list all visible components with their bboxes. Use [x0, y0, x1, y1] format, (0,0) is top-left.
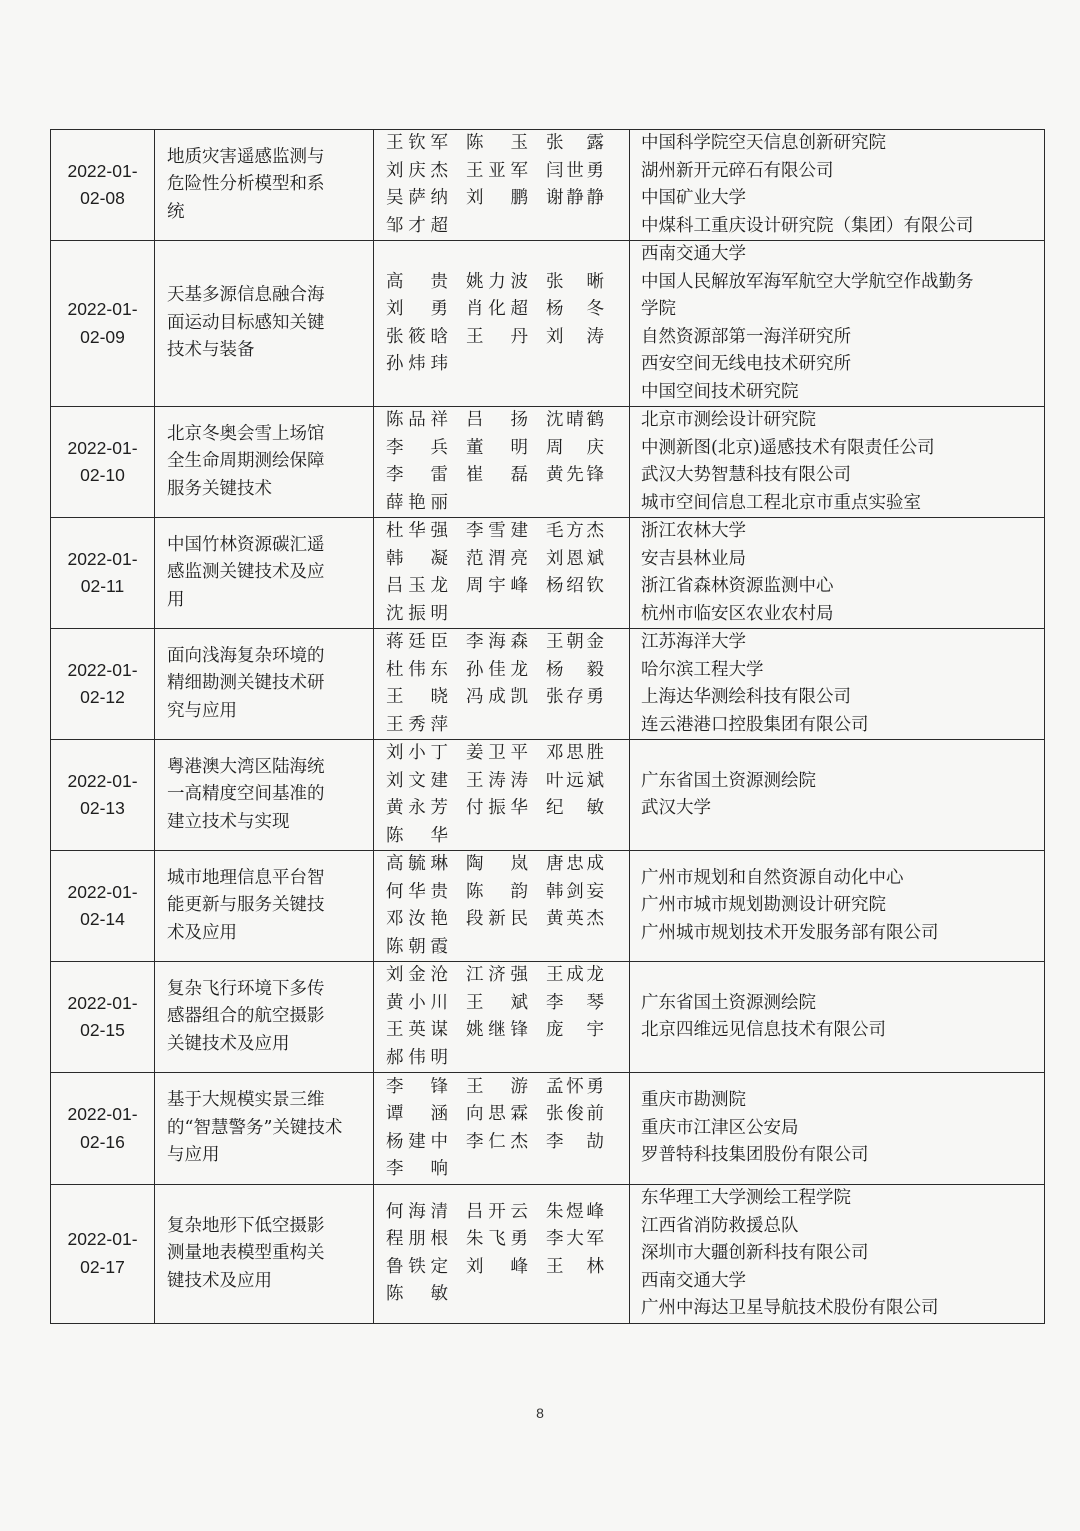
contributor-name: 王涛涛 — [466, 770, 528, 791]
project-title-cell — [155, 407, 374, 518]
award-id-text: 02-15 — [80, 1020, 125, 1040]
contributor-name: 王钦军 — [386, 133, 448, 153]
organizations-cell — [630, 740, 1045, 851]
organization-name: 上海达华测绘科技有限公司 — [641, 687, 851, 707]
organization-name: 广东省国土资源测绘院 — [641, 770, 816, 791]
organization-name: 江苏海洋大学 — [641, 632, 746, 652]
contributor-name: 刘金沧 — [386, 965, 448, 985]
contributor-name: 崔 磊 — [466, 465, 528, 485]
project-title-line: 北京冬奥会雪上场馆 — [167, 423, 325, 444]
contributors-cell — [374, 629, 630, 740]
organization-name: 西南交通大学 — [641, 244, 746, 264]
contributor-name: 杜华强 — [386, 521, 448, 541]
contributor-name: 黄英杰 — [546, 909, 604, 929]
contributor-name: 刘文建 — [386, 770, 448, 791]
contributor-name: 何华贵 — [386, 881, 448, 902]
contributor-name: 谢静静 — [546, 188, 604, 208]
award-id-text: 2022-01- — [67, 659, 138, 680]
award-id-text: 02-10 — [80, 465, 125, 485]
project-title-cell — [155, 629, 374, 740]
organization-name: 浙江省森林资源监测中心 — [641, 576, 834, 596]
contributor-name: 张存勇 — [546, 687, 604, 707]
award-id-text: 2022-01- — [67, 770, 138, 791]
contributors-cell — [374, 518, 630, 629]
project-title-line: 究与应用 — [167, 700, 237, 721]
project-title-cell — [155, 518, 374, 629]
contributors-grid — [386, 629, 623, 739]
organization-name: 深圳市大疆创新科技有限公司 — [641, 1243, 869, 1263]
project-title-line: 粤港澳大湾区陆海统 — [167, 756, 325, 777]
project-title-line: 技术与装备 — [167, 340, 255, 361]
contributor-name: 邓汝艳 — [386, 909, 448, 929]
organization-name: 西南交通大学 — [641, 1270, 746, 1291]
contributor-name: 刘 峰 — [466, 1256, 528, 1277]
contributors-cell — [374, 407, 630, 518]
contributor-name: 李 琴 — [546, 992, 604, 1013]
project-title-cell — [155, 130, 374, 241]
project-title-line: 地质灾害遥感监测与 — [167, 146, 325, 167]
award-id-text: 02-11 — [80, 576, 125, 596]
award-id-text: 2022-01- — [67, 1229, 138, 1250]
contributor-name: 肖化超 — [466, 299, 528, 319]
project-title-cell — [155, 851, 374, 962]
contributor-name: 王 斌 — [466, 992, 528, 1013]
organization-name: 广州城市规划技术开发服务部有限公司 — [641, 922, 939, 943]
contributor-name: 刘 涛 — [546, 326, 604, 347]
award-id-cell — [51, 962, 155, 1073]
table-row — [51, 740, 1045, 851]
contributor-name: 朱飞勇 — [466, 1229, 528, 1250]
project-title-line: 能更新与服务关键技 — [167, 895, 325, 916]
contributor-name: 陈 华 — [386, 825, 448, 846]
project-title-cell — [155, 241, 374, 407]
contributor-name: 李 雷 — [386, 465, 448, 485]
organization-name: 安吉县林业局 — [641, 548, 746, 569]
contributor-name: 黄小川 — [386, 992, 448, 1013]
contributor-name: 陈敏 — [386, 1284, 448, 1305]
award-id-text: 2022-01- — [67, 299, 138, 319]
organization-name: 中国科学院空天信息创新研究院 — [641, 133, 886, 153]
contributor-name: 李 劼 — [546, 1131, 604, 1152]
contributor-name: 王 晓 — [386, 687, 448, 707]
contributor-name: 杜伟东 — [386, 659, 448, 680]
project-title-line: 中国竹林资源碳汇遥 — [167, 534, 325, 555]
project-title-line: 关键技术及应用 — [167, 1033, 290, 1054]
project-title-cell — [155, 1073, 374, 1185]
contributor-name: 谭 涵 — [386, 1104, 448, 1124]
contributor-name: 高毓琳 — [386, 854, 448, 874]
organization-name: 中国空间技术研究院 — [641, 381, 799, 402]
contributor-name: 吕开云 — [466, 1201, 528, 1222]
contributors-cell — [374, 740, 630, 851]
contributor-name: 张筱晗 — [386, 326, 448, 347]
award-id-text: 2022-01- — [67, 160, 138, 181]
contributor-name: 段新民 — [466, 909, 528, 929]
contributor-name: 韩剑妄 — [546, 881, 604, 902]
contributors-cell — [374, 241, 630, 407]
organization-name: 罗普特科技集团股份有限公司 — [641, 1145, 869, 1166]
project-title-line: 复杂飞行环境下多传 — [167, 978, 325, 999]
contributor-name: 李海森 — [466, 632, 528, 652]
organization-name: 中国矿业大学 — [641, 188, 746, 208]
project-title-cell — [155, 962, 374, 1073]
award-id-text: 02-17 — [80, 1256, 125, 1277]
organization-name: 北京四维远见信息技术有限公司 — [641, 1020, 886, 1040]
organization-name: 中国人民解放军海军航空大学航空作战勤务 — [641, 271, 974, 292]
contributor-name: 孟怀勇 — [546, 1076, 604, 1097]
table-row — [51, 851, 1045, 962]
organizations-cell — [630, 1073, 1045, 1185]
project-title-line: 面向浅海复杂环境的 — [167, 645, 325, 666]
award-id-cell — [51, 1185, 155, 1324]
table-row — [51, 629, 1045, 740]
table-row — [51, 1185, 1045, 1324]
contributor-name: 刘 勇 — [386, 299, 448, 319]
contributor-name: 王亚军 — [466, 160, 528, 181]
contributors-grid — [386, 740, 623, 850]
project-title-line: 基于大规模实景三维 — [167, 1090, 325, 1111]
organizations-cell — [630, 851, 1045, 962]
award-id-cell — [51, 629, 155, 740]
contributor-name: 杨 毅 — [546, 659, 604, 680]
contributor-name: 吴萨纳 — [386, 188, 448, 208]
organization-name: 广东省国土资源测绘院 — [641, 992, 816, 1013]
contributor-name: 向思霖 — [466, 1104, 528, 1124]
contributors-grid — [386, 851, 623, 961]
organizations-cell — [630, 629, 1045, 740]
contributor-name: 黄永芳 — [386, 798, 448, 818]
organization-name: 江西省消防救援总队 — [641, 1215, 799, 1236]
project-title-line: 统 — [167, 201, 185, 222]
award-id-cell — [51, 518, 155, 629]
award-id-cell — [51, 130, 155, 241]
contributors-grid — [386, 269, 623, 379]
organizations-cell — [630, 407, 1045, 518]
contributor-name: 李 响 — [386, 1159, 448, 1179]
organization-name: 城市空间信息工程北京市重点实验室 — [641, 492, 921, 513]
contributors-cell — [374, 851, 630, 962]
organizations-cell — [630, 130, 1045, 241]
project-title-line: 术及应用 — [167, 922, 237, 943]
award-id-text: 2022-01- — [67, 548, 138, 569]
organization-name: 西安空间无线电技术研究所 — [641, 354, 851, 374]
table-row — [51, 241, 1045, 407]
contributor-name: 张 晰 — [546, 271, 604, 292]
organization-name: 哈尔滨工程大学 — [641, 659, 764, 680]
contributor-name: 沈振明 — [386, 603, 448, 624]
contributor-name: 张 露 — [546, 133, 604, 153]
contributor-name: 周 庆 — [546, 437, 604, 458]
contributor-name: 周宇峰 — [466, 576, 528, 596]
organization-name: 广州市规划和自然资源自动化中心 — [641, 867, 904, 888]
organization-name: 中煤科工重庆设计研究院（集团）有限公司 — [641, 215, 974, 236]
award-id-text: 02-08 — [80, 188, 125, 208]
contributor-name: 王朝金 — [546, 632, 604, 652]
contributor-name: 叶远斌 — [546, 770, 604, 791]
contributor-name: 李大军 — [546, 1229, 604, 1250]
organization-name: 自然资源部第一海洋研究所 — [641, 326, 851, 347]
contributor-name: 朱煜峰 — [546, 1201, 604, 1222]
project-title-line: 键技术及应用 — [167, 1270, 272, 1291]
contributor-name: 孙佳龙 — [466, 659, 528, 680]
contributor-name: 陈 玉 — [466, 133, 528, 153]
project-title-line: 危险性分析模型和系 — [167, 174, 325, 195]
organization-name: 东华理工大学测绘工程学院 — [641, 1188, 851, 1208]
organizations-cell — [630, 518, 1045, 629]
table-row — [51, 962, 1045, 1073]
contributors-grid — [386, 1074, 623, 1184]
project-title-line: 城市地理信息平台智 — [167, 867, 325, 888]
contributor-name: 刘庆杰 — [386, 160, 448, 181]
contributors-grid — [386, 130, 623, 240]
project-title-cell — [155, 740, 374, 851]
organization-name: 学院 — [641, 299, 676, 319]
page-number: 8 — [536, 1405, 544, 1421]
contributor-name: 纪 敏 — [546, 798, 604, 818]
contributor-name: 杨建中 — [386, 1131, 448, 1152]
contributor-name: 吕 扬 — [466, 410, 528, 430]
organizations-cell — [630, 241, 1045, 407]
contributor-name: 孙炜玮 — [386, 354, 448, 374]
organization-name: 浙江农林大学 — [641, 521, 746, 541]
table-row — [51, 407, 1045, 518]
contributor-name: 刘小丁 — [386, 743, 448, 763]
contributor-name: 冯成凯 — [466, 687, 528, 707]
contributors-cell — [374, 1073, 630, 1185]
contributor-name: 唐忠成 — [546, 854, 604, 874]
contributor-name: 庞 宇 — [546, 1020, 604, 1040]
contributor-name: 王秀萍 — [386, 714, 448, 735]
award-id-cell — [51, 740, 155, 851]
contributor-name: 李 兵 — [386, 437, 448, 458]
organization-name: 广州中海达卫星导航技术股份有限公司 — [641, 1298, 939, 1318]
contributor-name: 邹才超 — [386, 215, 448, 236]
contributors-grid — [386, 962, 623, 1072]
contributor-name: 毛方杰 — [546, 521, 604, 541]
contributor-name: 姜卫平 — [466, 743, 528, 763]
organization-name: 中测新图(北京)遥感技术有限责任公司 — [641, 437, 935, 458]
organization-name: 湖州新开元碎石有限公司 — [641, 160, 834, 181]
project-title-line: 一高精度空间基准的 — [167, 784, 325, 805]
contributor-name: 吕玉龙 — [386, 576, 448, 596]
award-id-text: 02-12 — [80, 687, 125, 707]
contributor-name: 刘 鹏 — [466, 188, 528, 208]
organization-name: 连云港港口控股集团有限公司 — [641, 714, 869, 735]
award-id-text: 02-13 — [80, 798, 125, 818]
contributor-name: 陈 韵 — [466, 881, 528, 902]
contributor-name: 付振华 — [466, 798, 528, 818]
contributor-name: 蒋廷臣 — [386, 632, 448, 652]
organizations-cell — [630, 962, 1045, 1073]
contributors-cell — [374, 962, 630, 1073]
contributor-name: 王 丹 — [466, 326, 528, 347]
contributor-name: 王成龙 — [546, 965, 604, 985]
project-title-line: 感器组合的航空摄影 — [167, 1006, 325, 1027]
contributor-name: 黄先锋 — [546, 465, 604, 485]
table-row — [51, 518, 1045, 629]
contributor-name: 李仁杰 — [466, 1131, 528, 1152]
organization-name: 重庆市江津区公安局 — [641, 1117, 799, 1138]
table-row — [51, 1073, 1045, 1185]
award-id-cell — [51, 407, 155, 518]
contributor-name: 闫世勇 — [546, 160, 604, 181]
award-id-cell — [51, 241, 155, 407]
organization-name: 武汉大学 — [641, 798, 711, 818]
contributor-name: 邓思胜 — [546, 743, 604, 763]
awards-table-body — [51, 130, 1045, 1324]
award-id-text: 2022-01- — [67, 881, 138, 902]
project-title-line: 天基多源信息融合海 — [167, 285, 325, 306]
award-id-text: 02-09 — [80, 326, 125, 347]
contributors-cell — [374, 130, 630, 241]
contributor-name: 董 明 — [466, 437, 528, 458]
contributor-name: 韩 凝 — [386, 548, 448, 569]
project-title-line: 测量地表模型重构关 — [167, 1243, 325, 1263]
contributor-name: 李 锋 — [386, 1076, 448, 1097]
contributor-name: 何海清 — [386, 1201, 448, 1222]
organization-name: 武汉大势智慧科技有限公司 — [641, 465, 851, 485]
contributor-name: 薛艳丽 — [386, 492, 448, 513]
project-title-line: 用 — [167, 589, 185, 610]
project-title-line: 精细勘测关键技术研 — [167, 673, 325, 694]
organization-name: 北京市测绘设计研究院 — [641, 410, 816, 430]
project-title-line: 面运动目标感知关键 — [167, 312, 325, 333]
project-title-line: 建立技术与实现 — [167, 811, 290, 832]
contributor-name: 范渭亮 — [466, 548, 528, 569]
contributor-name: 高 贵 — [386, 271, 448, 292]
contributor-name: 陈朝霞 — [386, 936, 448, 957]
contributor-name: 杨 冬 — [546, 299, 604, 319]
project-title-line: 的“智慧警务”关键技术 — [167, 1117, 343, 1138]
project-title-line: 与应用 — [167, 1145, 220, 1166]
contributor-name: 程朋根 — [386, 1229, 448, 1250]
contributor-name: 姚继锋 — [466, 1020, 528, 1040]
contributor-name: 刘恩斌 — [546, 548, 604, 569]
contributors-grid — [386, 407, 623, 517]
award-id-text: 02-16 — [80, 1131, 125, 1152]
organization-name: 重庆市勘测院 — [641, 1090, 746, 1111]
award-id-text: 2022-01- — [67, 992, 138, 1013]
project-title-line: 服务关键技术 — [167, 478, 272, 499]
awards-table — [50, 129, 1045, 1324]
contributors-grid — [386, 1199, 623, 1309]
table-row — [51, 130, 1045, 241]
organizations-cell — [630, 1185, 1045, 1324]
contributor-name: 江济强 — [466, 965, 528, 985]
project-title-line: 全生命周期测绘保障 — [167, 451, 325, 472]
contributor-name: 王英谋 — [386, 1020, 448, 1040]
award-id-text: 2022-01- — [67, 1104, 138, 1124]
organization-name: 杭州市临安区农业农村局 — [641, 603, 834, 624]
contributor-name: 郝伟明 — [386, 1047, 448, 1068]
contributor-name: 陈品祥 — [386, 410, 448, 430]
contributor-name: 鲁铁定 — [386, 1256, 448, 1277]
contributor-name: 王 林 — [546, 1256, 604, 1277]
contributor-name: 李雪建 — [466, 521, 528, 541]
project-title-cell — [155, 1185, 374, 1324]
contributors-cell — [374, 1185, 630, 1324]
contributor-name: 张俊前 — [546, 1104, 604, 1124]
contributor-name: 姚力波 — [466, 271, 528, 292]
award-id-cell — [51, 851, 155, 962]
project-title-line: 复杂地形下低空摄影 — [167, 1215, 325, 1236]
project-title-line: 感监测关键技术及应 — [167, 562, 325, 583]
contributor-name: 王 游 — [466, 1076, 528, 1097]
contributor-name: 杨绍钦 — [546, 576, 604, 596]
contributor-name: 沈晴鹤 — [546, 410, 604, 430]
organization-name: 广州市城市规划勘测设计研究院 — [641, 895, 886, 916]
award-id-text: 02-14 — [80, 909, 125, 929]
contributor-name: 陶 岚 — [466, 854, 528, 874]
award-id-text: 2022-01- — [67, 437, 138, 458]
award-id-cell — [51, 1073, 155, 1185]
contributors-grid — [386, 518, 623, 628]
